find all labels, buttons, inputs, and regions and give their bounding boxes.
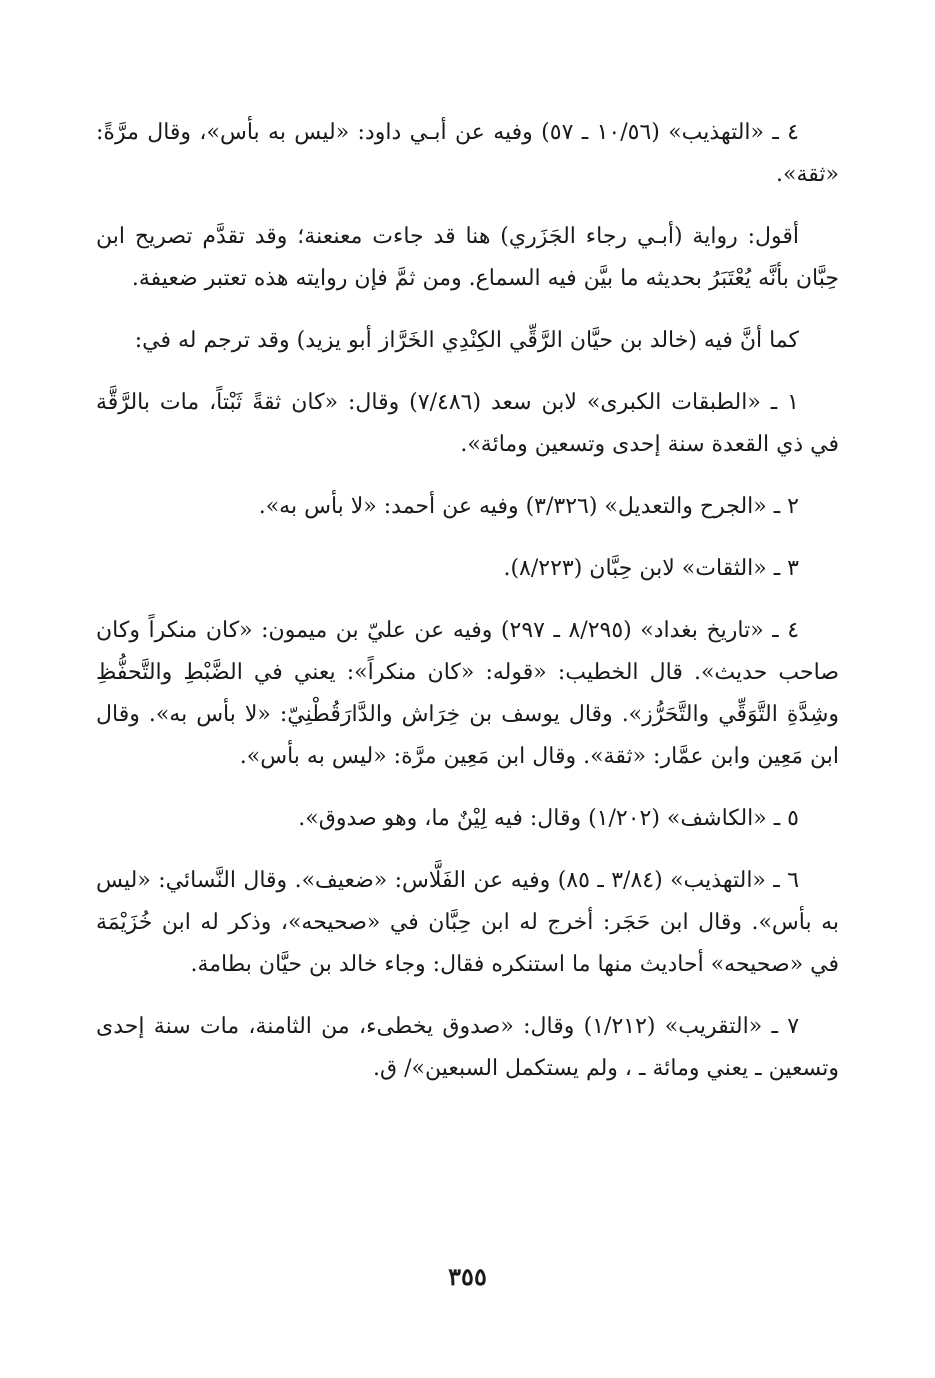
paragraph-narrator-intro: كما أنَّ فيه (خالد بن حيَّان الرَّقِّي الكِنْدِي الخَرَّاز أبو يزيد) وقد ترجم له في: [134, 328, 799, 353]
paragraph-taqrib: ٧ ـ «التقريب» (١/٢١٢) وقال: «صدوق يخطىء، من الثامنة، مات سنة إحدى وتسعين ـ يعني ومائة ـ ، ولم يستكمل السبعين»/ ق. [96, 1014, 839, 1081]
paragraph-kashif: ٥ ـ «الكاشف» (١/٢٠٢) وقال: فيه لِيْنٌ ما، وهو صدوق». [298, 806, 799, 831]
page-body [96, 112, 839, 1110]
paragraph-author-comment: أقول: رواية (أبـي رجاء الجَزَري) هنا قد جاءت معنعنة؛ وقد تقدَّم تصريح ابن حِبَّان بأنَّه يُعْتَبَرُ بحديثه ما بيَّن فيه السماع. ومن ثمَّ فإن روايته هذه تعتبر ضعيفة. [96, 224, 839, 291]
paragraph-jarh-tadil: ٢ ـ «الجرح والتعديل» (٣/٣٢٦) وفيه عن أحمد: «لا بأس به». [258, 494, 799, 519]
paragraph-tahdhib-fallas: ٦ ـ «التهذيب» (٣/٨٤ ـ ٨٥) وفيه عن الفَلَّاس: «ضعيف». وقال النَّسائي: «ليس به بأس». وقال ابن حَجَر: أخرج له ابن حِبَّان في «صحيحه»، وذكر له ابن خُزَيْمَة في «صحيحه» أحاديث منها ما استنكره فقال: وجاء خالد بن حيَّان بطامة. [96, 868, 839, 977]
paragraph-tarikh-baghdad: ٤ ـ «تاريخ بغداد» (٨/٢٩٥ ـ ٢٩٧) وفيه عن عليّ بن ميمون: «كان منكراً وكان صاحب حديث». قال الخطيب: «قوله: «كان منكراً»: يعني في الضَّبْطِ والتَّحفُّظِ وشِدَّةِ التَّوَقِّي والتَّحَرُّز». وقال يوسف بن خِرَاش والدَّارَقُطْنِيّ: «لا بأس به». وقال ابن مَعِين وابن عمَّار: «ثقة». وقال ابن مَعِين مرَّة: «ليس به بأس». [96, 618, 839, 769]
paragraph-tabaqat: ١ ـ «الطبقات الكبرى» لابن سعد (٧/٤٨٦) وقال: «كان ثقةً ثَبْتاً، مات بالرَّقَّة في ذي القعدة سنة إحدى وتسعين ومائة». [96, 390, 839, 457]
paragraph-thiqat: ٣ ـ «الثقات» لابن حِبَّان (٨/٢٢٣). [503, 556, 799, 581]
page-number: ٣٥٥ [448, 1262, 487, 1291]
paragraph-tahdhib-abu-dawud: ٤ ـ «التهذيب» (١٠/٥٦ ـ ٥٧) وفيه عن أبـي داود: «ليس به بأس»، وقال مرَّةً: «ثقة». [96, 120, 839, 187]
